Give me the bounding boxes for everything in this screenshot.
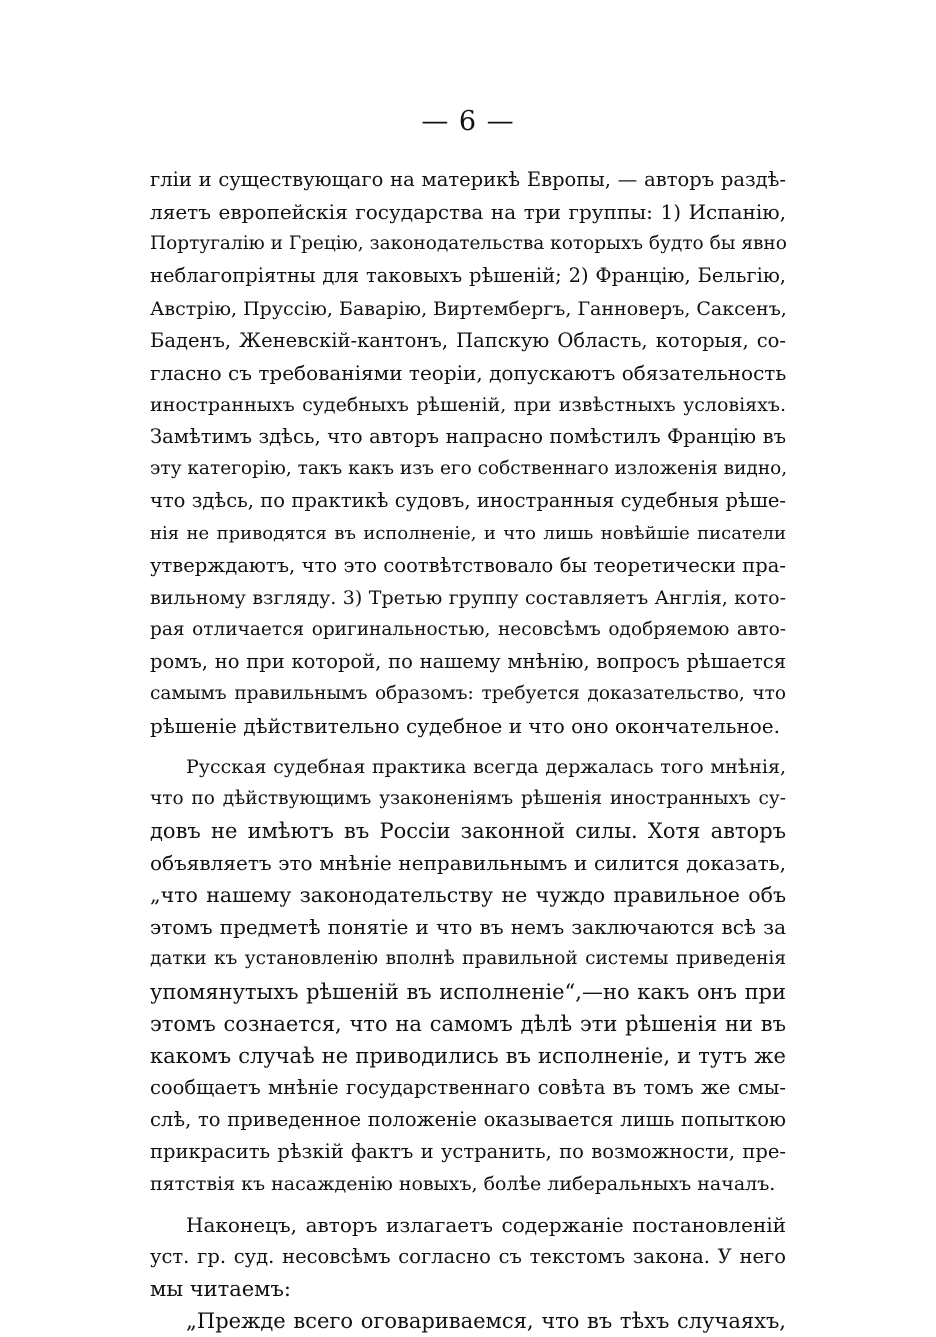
text-line: слѣ, то приведенное положеніе оказывается лишь попыткою xyxy=(150,1108,786,1132)
paragraph-start-line: Русская судебная практика всегда держалась того мнѣнія, xyxy=(186,755,786,778)
text-line: ляетъ европейскія государства на три группы: 1) Испанію, xyxy=(150,200,786,225)
text-line: иностранныхъ судебныхъ рѣшеній, при извѣстныхъ условіяхъ. xyxy=(150,393,786,416)
text-line: Замѣтимъ здѣсь, что авторъ напрасно помѣстилъ Францію въ xyxy=(150,425,786,449)
page-number: — 6 — xyxy=(421,106,515,137)
text-line: Баденъ, Женевскій-кантонъ, Папскую Область, которыя, со- xyxy=(150,328,786,352)
paragraph-start-line: Наконецъ, авторъ излагаетъ содержаніе постановленій xyxy=(186,1212,786,1237)
text-line: вильному взгляду. 3) Третью группу составляетъ Англія, кото- xyxy=(150,586,786,609)
text-line: что здѣсь, по практикѣ судовъ, иностранныя судебныя рѣше- xyxy=(150,489,786,513)
text-line: что по дѣйствующимъ узаконеніямъ рѣшенія иностранныхъ су- xyxy=(150,787,786,809)
text-line: самымъ правильнымъ образомъ: требуется доказательство, что xyxy=(150,683,786,705)
text-line: сообщаетъ мнѣніе государственнаго совѣта въ томъ же смы- xyxy=(150,1075,786,1099)
text-line: гласно съ требованіями теоріи, допускаютъ обязательность xyxy=(150,360,787,385)
text-line: рая отличается оригинальностью, несовсѣмъ одобряемою авто- xyxy=(150,618,786,640)
text-line: неблагопріятны для таковыхъ рѣшеній; 2) Францію, Бельгію, xyxy=(150,264,786,288)
text-line: датки къ установленію вполнѣ правильной системы приведенія xyxy=(150,948,786,970)
text-line-last: рѣшеніе дѣйствительно судебное и что оно окончательное. xyxy=(150,714,780,739)
text-line: „что нашему законодательству не чуждо правильное объ xyxy=(150,883,786,908)
text-line: какомъ случаѣ не приводились въ исполненіе, и тутъ же xyxy=(150,1043,786,1068)
text-line: уст. гр. суд. несовсѣмъ согласно съ текстомъ закона. У него xyxy=(150,1244,786,1268)
body-text xyxy=(150,164,786,1337)
quote-start-line: „Прежде всего оговариваемся, что въ тѣхъ случаяхъ, xyxy=(186,1308,786,1333)
text-line: ромъ, но при которой, по нашему мнѣнію, вопросъ рѣшается xyxy=(150,650,786,674)
text-line: упомянутыхъ рѣшеній въ исполненіе“,—но какъ онъ при xyxy=(150,979,786,1004)
text-line-last: мы читаемъ: xyxy=(150,1276,291,1301)
text-line: Австрію, Пруссію, Баварію, Виртембергъ, Ганноверъ, Саксенъ, xyxy=(150,297,787,320)
text-line: Португалію и Грецію, законодательства которыхъ будто бы явно xyxy=(150,233,787,255)
text-line: нія не приводятся въ исполненіе, и что лишь новѣйшіе писатели xyxy=(150,522,786,544)
text-line: эту категорію, такъ какъ изъ его собственнаго изложенія видно, xyxy=(150,458,788,480)
text-line: довъ не имѣютъ въ Россіи законной силы. Хотя авторъ xyxy=(150,818,786,843)
text-line: этомъ предметѣ понятіе и что въ немъ заключаются всѣ за xyxy=(150,915,786,940)
text-line: объявляетъ это мнѣніе неправильнымъ и силится доказать, xyxy=(150,850,786,875)
text-line: прикрасить рѣзкій фактъ и устранить, по возможности, пре- xyxy=(150,1140,786,1164)
text-line: этомъ сознается, что на самомъ дѣлѣ эти рѣшенія ни въ xyxy=(150,1011,786,1036)
text-line: утверждаютъ, что это соотвѣтствовало бы теоретически пра- xyxy=(150,553,786,577)
text-line: гліи и существующаго на материкѣ Европы, — авторъ раздѣ- xyxy=(150,168,786,191)
text-line-last: пятствія къ насажденію новыхъ, болѣе либеральныхъ началъ. xyxy=(150,1173,776,1196)
